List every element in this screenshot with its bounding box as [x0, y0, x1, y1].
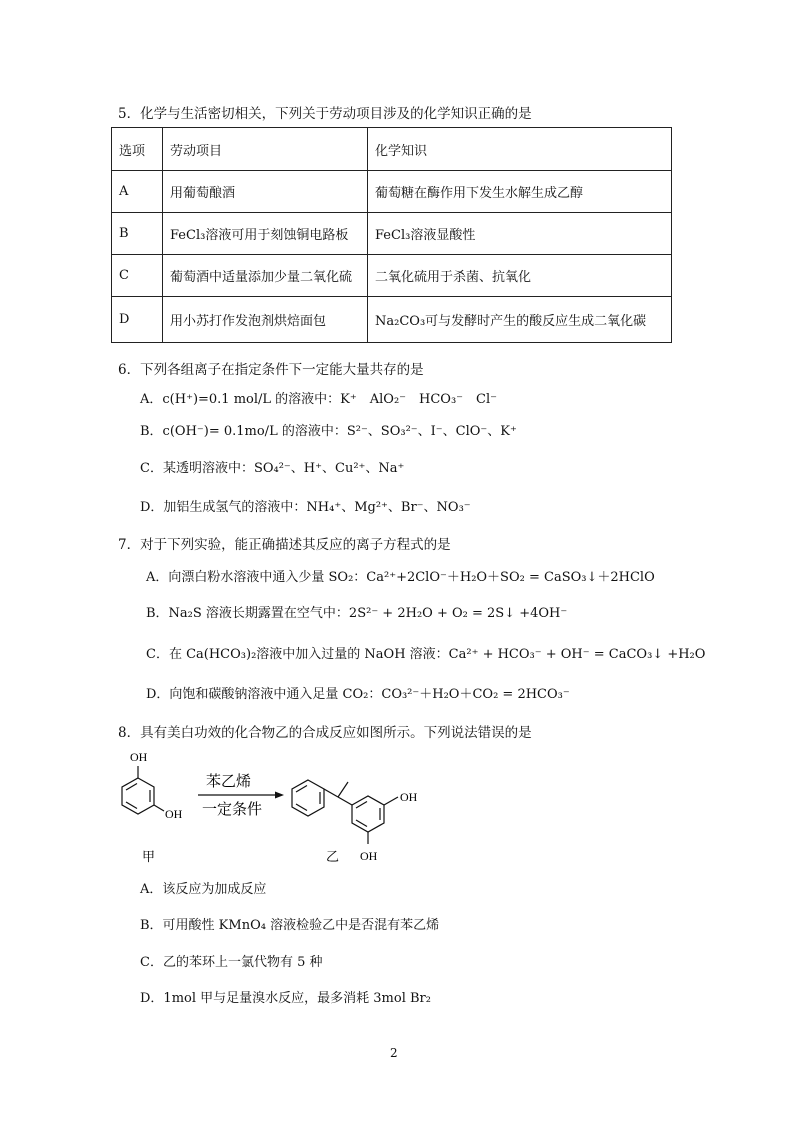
oh-label: OH	[400, 790, 418, 804]
q6-option-b: B．c(OH⁻)= 0.1mo/L 的溶液中：S²⁻、SO₃²⁻、I⁻、ClO⁻、K⁺	[140, 424, 517, 439]
table-header-cell: 选项	[112, 128, 163, 171]
q7-option-d: D．向饱和碳酸钠溶液中通入足量 CO₂：CO₃²⁻＋H₂O＋CO₂ = 2HCO₃⁻	[146, 687, 570, 702]
table-row	[112, 213, 672, 255]
table-cell: C	[112, 255, 163, 297]
product-structure	[292, 780, 398, 844]
page-number: 2	[390, 1046, 398, 1060]
reaction-scheme	[118, 748, 438, 868]
oh-label: OH	[130, 750, 148, 764]
table-cell: 葡萄糖在酶作用下发生水解生成乙醇	[368, 171, 672, 213]
q5-table	[111, 127, 672, 343]
table-row	[112, 171, 672, 213]
q7-stem: 7．对于下列实验，能正确描述其反应的离子方程式的是	[118, 537, 451, 553]
q5-stem: 5．化学与生活密切相关，下列关于劳动项目涉及的化学知识正确的是	[118, 106, 532, 122]
label-yi: 乙	[326, 849, 340, 864]
q8-option-c: C．乙的苯环上一氯代物有 5 种	[140, 955, 323, 970]
table-cell: 葡萄酒中适量添加少量二氧化硫	[163, 255, 368, 297]
table-row	[112, 297, 672, 343]
q8-option-b: B．可用酸性 KMnO₄ 溶液检验乙中是否混有苯乙烯	[140, 918, 440, 933]
table-cell: A	[112, 171, 163, 213]
reagent-label: 苯乙烯	[206, 773, 252, 790]
oh-label: OH	[165, 807, 183, 821]
q8-stem: 8．具有美白功效的化合物乙的合成反应如图所示。下列说法错误的是	[118, 725, 532, 741]
q6-option-a: A．c(H⁺)=0.1 mol/L 的溶液中：K⁺ AlO₂⁻ HCO₃⁻ Cl⁻	[140, 392, 497, 407]
table-header-cell: 化学知识	[368, 128, 672, 171]
q7-option-a: A．向漂白粉水溶液中通入少量 SO₂：Ca²⁺+2ClO⁻＋H₂O＋SO₂ = CaSO₃↓＋2HClO	[146, 570, 655, 585]
table-cell: 用小苏打作发泡剂烘焙面包	[163, 297, 368, 343]
table-cell: 二氧化硫用于杀菌、抗氧化	[368, 255, 672, 297]
q6-stem: 6．下列各组离子在指定条件下一定能大量共存的是	[118, 362, 424, 378]
table-cell: Na₂CO₃可与发酵时产生的酸反应生成二氧化碳	[368, 297, 672, 343]
q6-option-d: D．加铝生成氢气的溶液中：NH₄⁺、Mg²⁺、Br⁻、NO₃⁻	[140, 500, 471, 515]
table-cell: B	[112, 213, 163, 255]
q8-option-a: A．该反应为加成反应	[140, 882, 267, 897]
q6-option-c: C．某透明溶液中：SO₄²⁻、H⁺、Cu²⁺、Na⁺	[140, 461, 405, 476]
table-row	[112, 255, 672, 297]
table-header-row	[112, 128, 672, 171]
arrow-head	[275, 792, 284, 799]
q7-option-b: B．Na₂S 溶液长期露置在空气中：2S²⁻ + 2H₂O + O₂ = 2S↓ +4OH⁻	[146, 606, 568, 621]
label-jia: 甲	[142, 849, 156, 864]
q8-option-d: D．1mol 甲与足量溴水反应，最多消耗 3mol Br₂	[140, 991, 431, 1006]
table-cell: FeCl₃溶液可用于刻蚀铜电路板	[163, 213, 368, 255]
resorcinol-structure	[122, 766, 164, 814]
oh-label: OH	[360, 849, 378, 863]
table-cell: FeCl₃溶液显酸性	[368, 213, 672, 255]
table-header-cell: 劳动项目	[163, 128, 368, 171]
condition-label: 一定条件	[202, 801, 263, 818]
table-cell: 用葡萄酿酒	[163, 171, 368, 213]
q7-option-c: C．在 Ca(HCO₃)₂溶液中加入过量的 NaOH 溶液：Ca²⁺ + HCO₃⁻ + OH⁻ = CaCO₃↓ +H₂O	[146, 647, 706, 662]
table-cell: D	[112, 297, 163, 343]
